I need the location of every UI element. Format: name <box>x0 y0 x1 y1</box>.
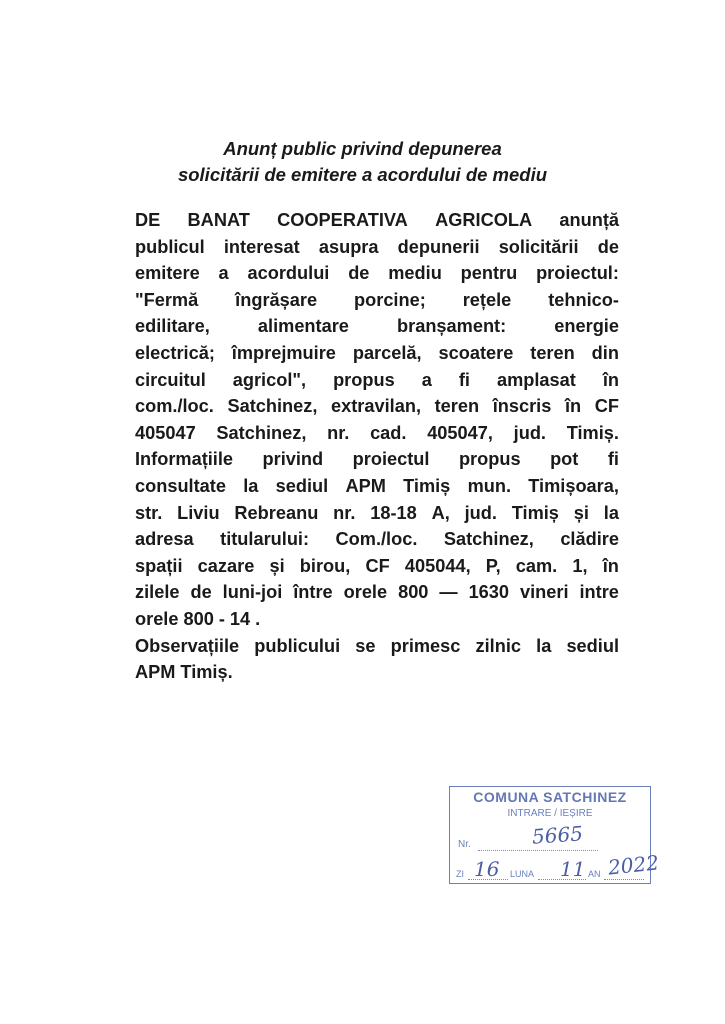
body-word: scoatere <box>438 342 514 363</box>
body-word: primesc <box>390 635 461 656</box>
body-word: Rebreanu <box>234 502 319 523</box>
body-word: COOPERATIVA <box>277 210 408 230</box>
registration-stamp <box>449 786 661 884</box>
body-line <box>135 260 619 287</box>
body-word: jud. <box>513 422 546 443</box>
body-word: electrică; <box>135 342 215 363</box>
body-word: nr. <box>333 502 356 523</box>
body-word: Informațiile <box>135 449 234 470</box>
body-word: DE <box>135 210 161 230</box>
body-word: vineri <box>520 582 569 603</box>
body-line <box>135 500 619 527</box>
stamp-day-label: ZI <box>456 869 464 879</box>
body-line <box>135 234 619 261</box>
body-word: AGRICOLA <box>435 210 533 230</box>
body-word: porcine; <box>354 289 426 310</box>
body-word: A, <box>431 502 450 523</box>
body-word: la <box>536 635 552 656</box>
stamp-month-handwritten: 11 <box>560 857 586 881</box>
body-word: în <box>602 369 619 390</box>
body-word: Timiș <box>511 502 559 523</box>
body-word: proiectul: <box>536 263 619 284</box>
body-word: și <box>269 555 285 576</box>
body-word: rețele <box>462 289 512 310</box>
body-word: fi <box>607 449 619 470</box>
body-word: 1630 <box>468 582 510 603</box>
body-word: cam. <box>515 555 558 576</box>
body-line <box>135 420 619 447</box>
body-line <box>135 553 619 580</box>
stamp-entry-exit-label: INTRARE / IEȘIRE <box>507 808 593 819</box>
stamp-month-line <box>538 879 586 880</box>
stamp-commune-name: COMUNA SATCHINEZ <box>473 789 627 805</box>
body-word: interesat <box>223 236 300 257</box>
announcement-body <box>135 207 619 686</box>
body-word: la <box>243 475 259 496</box>
body-word: Timiș. <box>566 422 619 443</box>
body-word: agricol", <box>232 369 307 390</box>
body-word: la <box>603 502 619 523</box>
body-word: 800 <box>398 582 429 603</box>
body-word: 405044, <box>404 555 471 576</box>
body-word: Com./loc. <box>335 529 418 550</box>
body-word: proiectul <box>352 449 430 470</box>
body-word: orele <box>343 582 388 603</box>
body-word: se <box>355 635 376 656</box>
body-line <box>135 340 619 367</box>
body-word: BANAT <box>187 210 250 230</box>
body-word: 800 <box>183 608 214 629</box>
body-line <box>135 633 619 660</box>
body-word: Timișoara, <box>528 475 619 496</box>
body-word: com./loc. <box>135 396 214 417</box>
body-word: — <box>439 582 458 603</box>
body-word: pot <box>550 449 579 470</box>
body-word: P, <box>485 555 501 576</box>
body-word: energie <box>554 316 619 337</box>
body-word: Liviu <box>177 502 220 523</box>
body-line <box>135 446 619 473</box>
body-word: mediu <box>388 263 442 284</box>
body-word: înscris <box>492 396 552 417</box>
body-word: 405047 <box>135 422 196 443</box>
body-line <box>135 526 619 553</box>
body-word: a <box>218 263 229 284</box>
body-word: CF <box>594 396 619 417</box>
body-line <box>135 367 619 394</box>
body-line <box>135 313 619 340</box>
body-word: branșament: <box>397 316 507 337</box>
body-word: zilnic <box>475 635 522 656</box>
body-word: publicul <box>135 236 205 257</box>
body-word: birou, <box>299 555 351 576</box>
body-word: Timiș. <box>180 662 233 683</box>
body-word: consultate <box>135 475 226 496</box>
body-word: Satchinez, <box>216 422 307 443</box>
body-word: împrejmuire <box>231 342 336 363</box>
body-line <box>135 207 619 234</box>
body-word: de <box>190 582 212 603</box>
stamp-number-handwritten: 5665 <box>531 821 584 849</box>
body-word: adresa <box>135 529 194 550</box>
body-word: acordului <box>247 263 330 284</box>
body-word: propus <box>458 449 521 470</box>
body-word: de <box>348 263 370 284</box>
body-word: . <box>255 608 261 629</box>
body-word: și <box>573 502 589 523</box>
body-word: 14 <box>229 608 251 629</box>
body-word: mun. <box>467 475 512 496</box>
body-word: fi <box>458 369 470 390</box>
body-word: zilele <box>135 582 180 603</box>
body-word: anunță <box>559 210 619 230</box>
body-line <box>135 659 619 686</box>
body-word: depunerii <box>397 236 480 257</box>
body-word: cazare <box>197 555 255 576</box>
announcement-title <box>0 136 725 188</box>
body-word: amplasat <box>496 369 576 390</box>
body-word: "Fermă <box>135 289 199 310</box>
body-word: alimentare <box>257 316 349 337</box>
body-line <box>135 287 619 314</box>
body-word: clădire <box>560 529 619 550</box>
stamp-number-label: Nr. <box>458 839 471 850</box>
body-word: în <box>602 555 619 576</box>
stamp-day-line <box>468 879 508 880</box>
body-word: pentru <box>460 263 518 284</box>
body-word: APM <box>135 662 176 683</box>
body-word: între <box>293 582 333 603</box>
body-line <box>135 606 619 633</box>
body-word: sediul <box>275 475 329 496</box>
body-word: Timiș <box>403 475 451 496</box>
body-word: îngrășare <box>235 289 318 310</box>
body-word: în <box>564 396 582 417</box>
body-word: Satchinez, <box>227 396 318 417</box>
body-word: teren <box>434 396 480 417</box>
stamp-month-label: LUNA <box>510 869 535 879</box>
stamp-year-line <box>604 879 644 880</box>
body-word: publicului <box>254 635 341 656</box>
body-word: intre <box>579 582 619 603</box>
body-line <box>135 393 619 420</box>
body-word: parcelă, <box>352 342 422 363</box>
body-word: cad. <box>370 422 407 443</box>
body-word: tehnico- <box>548 289 619 310</box>
body-word: orele <box>135 608 179 629</box>
stamp-year-label: AN <box>588 869 601 879</box>
title-line-2: solicitării de emitere a acordului de mediu <box>177 164 548 185</box>
body-word: 18-18 <box>370 502 417 523</box>
stamp-number-line <box>478 850 598 851</box>
body-word: sediul <box>566 635 619 656</box>
body-word: 1, <box>572 555 588 576</box>
body-word: propus <box>333 369 395 390</box>
body-word: solicitării <box>498 236 579 257</box>
body-word: - <box>218 608 225 629</box>
body-word: CF <box>365 555 390 576</box>
body-word: APM <box>345 475 386 496</box>
body-word: din <box>591 342 619 363</box>
body-word: extravilan, <box>331 396 421 417</box>
body-word: teren <box>530 342 575 363</box>
stamp-day-handwritten: 16 <box>474 857 500 881</box>
body-word: 405047, <box>427 422 493 443</box>
body-word: de <box>597 236 619 257</box>
body-word: emitere <box>135 263 200 284</box>
body-word: Satchinez, <box>443 529 534 550</box>
body-word: circuitul <box>135 369 206 390</box>
body-word: privind <box>262 449 324 470</box>
stamp-year-handwritten: 2022 <box>606 850 661 880</box>
body-word: spații <box>135 555 183 576</box>
body-line <box>135 579 619 606</box>
body-word: luni-joi <box>222 582 283 603</box>
body-word: edilitare, <box>135 316 210 337</box>
body-word: jud. <box>464 502 497 523</box>
body-word: asupra <box>318 236 379 257</box>
body-word: a <box>421 369 432 390</box>
title-line-1: Anunț public privind depunerea <box>223 138 502 159</box>
body-word: nr. <box>327 422 350 443</box>
body-line <box>135 473 619 500</box>
body-word: str. <box>135 502 163 523</box>
body-word: titularului: <box>220 529 310 550</box>
body-word: Observațiile <box>135 635 240 656</box>
